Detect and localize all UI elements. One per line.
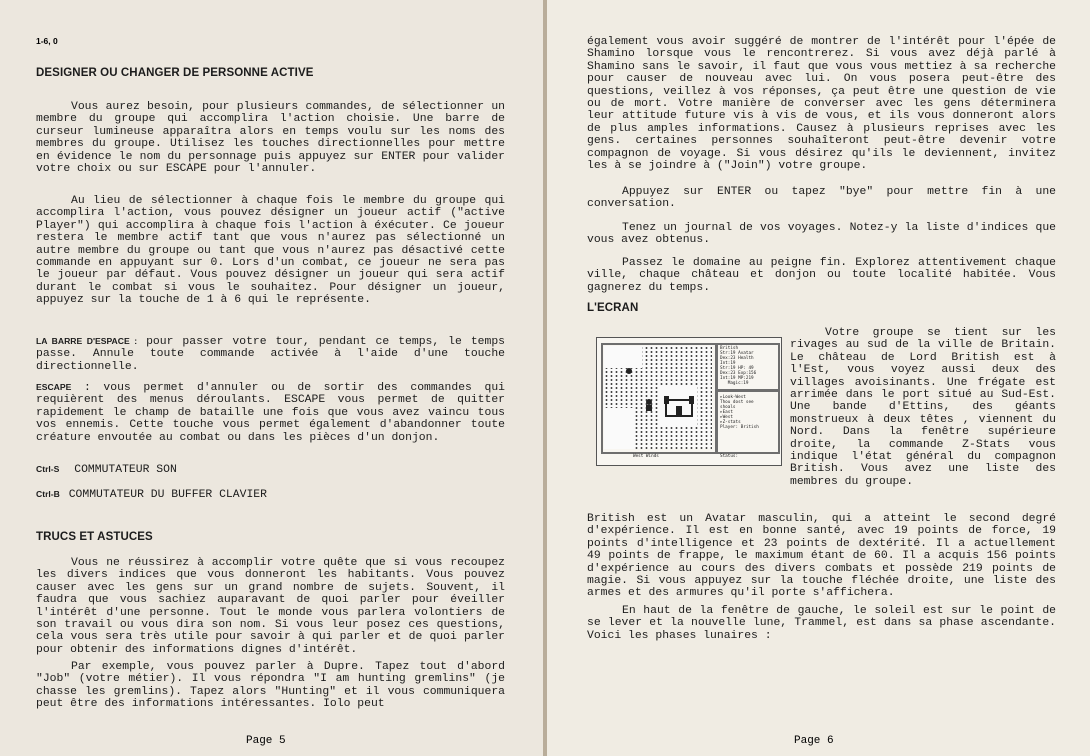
escape-label: ESCAPE	[36, 382, 72, 392]
paragraph-conversation-1: également vous avoir suggéré de montrer de l'intérêt pour l'épée de Shamino lorsque vous le rencontrerez. Si vous avez déjà parlé à Shamino sans le savoir, il faut que vous vous mettiez à sa recherche pour causer de nouveau avec lui. On vous posera peut-être des questions, veillez à vos réponses, ça peut être une question de vie ou de mort. Votre manière de converser avec les gens déterminera leur attitude future vis à vis de vous, et ils vous donneront alors de plus amples informations. Causez à plusieurs reprises avec les gens. certaines personnes souhaîteront peut-être devenir votre compagnon de voyage. Si vous désirez qu'ils le deviennent, invitez les à se joindre à ("Join") votre groupe.	[587, 36, 1056, 173]
page-number: Page 6	[794, 735, 834, 747]
game-screenshot	[596, 337, 782, 466]
ctrl-s-line	[36, 463, 177, 476]
section-title-designer: DESIGNER OU CHANGER DE PERSONNE ACTIVE	[36, 67, 314, 79]
castle-icon	[664, 394, 694, 418]
space-bar-text: pour passer votre tour, pendant ce temps, le temps passe. Annule toute commande activée à l'aide d'une touche directionnelle.	[36, 336, 506, 373]
stats-text: Str:19 Avatar Dex:23 Health Int:19 Str:19 HP: 49 Dex:23 Exp:156 Int:19 MP:219 Magic:19	[720, 351, 757, 386]
section-title-ecran: L'ECRAN	[587, 302, 639, 314]
paragraph-space-bar	[36, 335, 505, 373]
wind-status: West Winds	[633, 454, 659, 459]
paragraph-conversation-2: Appuyez sur ENTER ou tapez "bye" pour mettre fin à une conversation.	[587, 186, 1056, 211]
ctrl-s-text: COMMUTATEUR SON	[74, 464, 177, 476]
paragraph-designer-1: Vous aurez besoin, pour plusieurs commandes, de sélectionner un membre du groupe qui accomplira l'action choisie. Une barre de curseur lumineuse apparaîtra alors en temps voulu sur les noms des membres du groupe. Utilisez les touches directionnelles pour mettre en évidence le nom du personnage puis appuyez sur ENTER pour valider votre choix ou sur ESCAPE pour l'annuler.	[36, 101, 505, 176]
sun-icon	[624, 366, 634, 376]
space-bar-label: LA BARRE D'ESPACE :	[36, 336, 138, 346]
ctrl-b-text: COMMUTATEUR DU BUFFER CLAVIER	[68, 489, 267, 501]
page-number: Page 5	[246, 735, 286, 747]
map-sea	[604, 408, 634, 449]
paragraph-trucs-1: Vous ne réussirez à accomplir votre quête que si vous recoupez les divers indices que vous donneront les habitants. Vous pouvez causer avec les gens sur un grand nombre de sujets. Souvent, il faudra que vous sachiez auparavant de quoi parler pour éveiller l'intérêt d'une personne. Tout le monde vous parlera volontiers de son travail ou vous dira son nom. Si vous leur posez ces questions, cela vous sera très utile pour savoir à qui parler et de quoi parler pour obtenir des informations dignes d'intérêt.	[36, 557, 505, 656]
paragraph-escape	[36, 381, 505, 444]
ctrl-b-line	[36, 488, 267, 501]
paragraph-sun-moon: En haut de la fenêtre de gauche, le soleil est sur le point de se lever et la nouvelle lune, Trammel, est dans sa phase ascendante. Voici les phases lunaires :	[587, 605, 1056, 642]
ctrl-s-label: Ctrl-S	[36, 464, 60, 474]
ctrl-b-label: Ctrl-B	[36, 489, 60, 499]
left-page	[0, 0, 543, 756]
paragraph-trucs-2: Par exemple, vous pouvez parler à Dupre. Tapez tout d'abord "Job" (votre métier). Il vous répondra "I am hunting gremlins" (je chasse les gremlins). Tapez alors "Hunting" et il vous communiquera peut être des informations intéressantes. Iolo peut	[36, 661, 505, 711]
paragraph-british: British est un Avatar masculin, qui a atteint le second degré d'expérience. Il est en bonne santé, avec 19 points de force, 19 points d'intelligence et 23 points de dextérité. Il a actuellement 49 points de frappe, le maximum étant de 60. Il a acquis 156 points d'expérience au cours des divers combats et possède 219 points de magie. Si vous appuyez sur la touche fléchée droite, une liste des armes et des armures qu'il porte s'affichera.	[587, 513, 1056, 600]
party-icon	[642, 398, 656, 412]
stats-title: British	[720, 346, 739, 351]
paragraph-journal: Tenez un journal de vos voyages. Notez-y la liste d'indices que vous avez obtenus.	[587, 222, 1056, 247]
page-code: 1-6, 0	[36, 36, 58, 46]
status-label: Status:	[720, 454, 739, 459]
paragraph-screen-description: Votre groupe se tient sur les rivages au sud de la ville de Britain. Le château de Lord British est à l'Est, vous voyez aussi deux des villages avoisinants. Une frégate est arrimée dans le port situé au Sud-Est. Une bande d'Ettins, des géants monstrueux à deux têtes , viennent du Nord. Dans la fenêtre supérieure droite, la commande Z-Stats vous indique l'état général du compagnon British. Vous avez une liste des membres du groupe.	[790, 327, 1056, 488]
map-view	[604, 346, 712, 449]
section-title-trucs: TRUCS ET ASTUCES	[36, 531, 153, 543]
map-sea	[604, 346, 642, 368]
message-text: ▸Look-West Thou dost see shoals ▸East ▸West ▸Z-stats Player: British	[720, 395, 759, 430]
paragraph-designer-2: Au lieu de sélectionner à chaque fois le membre du groupe qui accomplira l'action, vous pouvez désigner un joueur actif ("active Player") qui accomplira à chaque fois l'action à éxécuter. Ce joueur restera le membre actif tant que vous n'aurez pas sélectionné un autre membre du groupe ou tant que vous n'aurez pas désactivé cette commande en appuyant sur 0. Lors d'un combat, ce joueur ne sera pas le joueur par défaut. Vous pouvez désigner un joueur qui sera actif durant le combat si vous le souhaitez. Pour désigner un joueur, appuyez sur la touche de 1 à 6 qui le représente.	[36, 195, 505, 307]
paragraph-explore: Passez le domaine au peigne fin. Explorez attentivement chaque ville, chaque château et donjon ou toute localité habitée. Vous gagnerez du temps.	[587, 257, 1056, 294]
escape-text: : vous permet d'annuler ou de sortir des commandes qui requièrent des menus déroulants. ESCAPE vous permet de quitter rapidement le champ de bataille une fois que vous avez vaincu tous vos ennemis. Cette touche vous permet également d'abandonner toute créature envoutée au combat ou dans les pièces d'un donjon.	[36, 382, 505, 444]
